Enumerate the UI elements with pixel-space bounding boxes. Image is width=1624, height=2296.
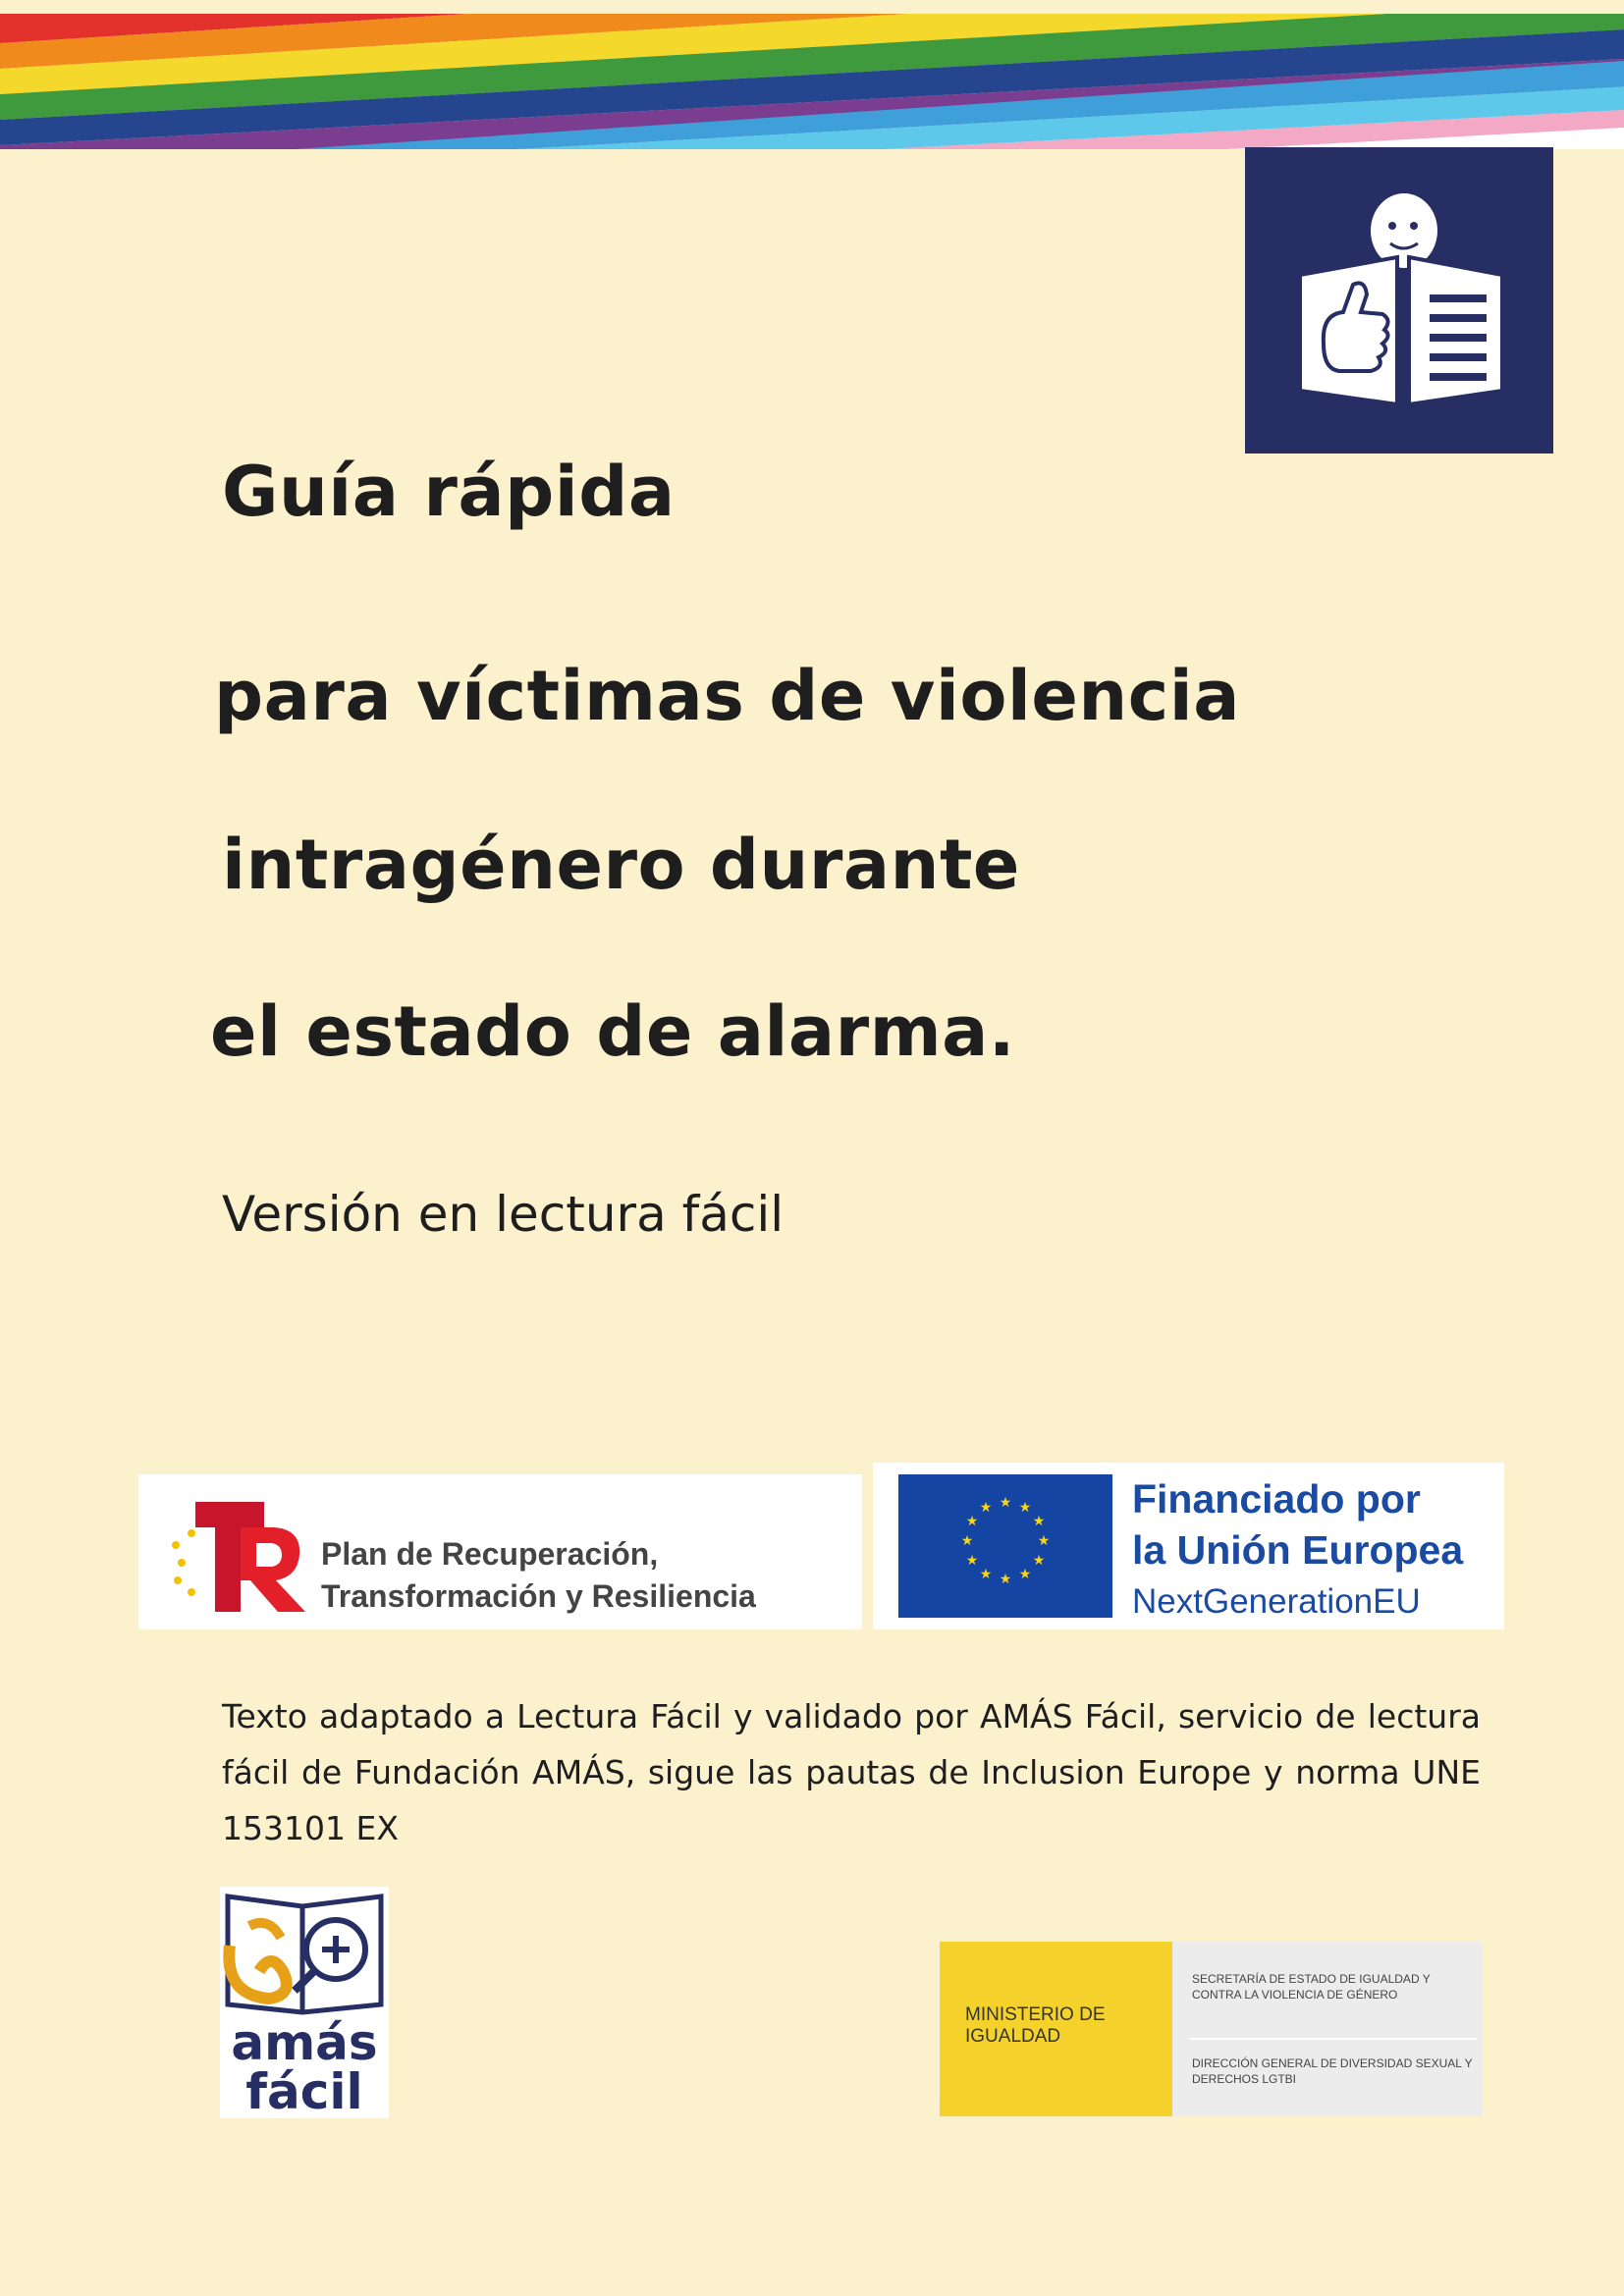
title-line-3: intragénero durante [222,825,1020,905]
svg-text:★: ★ [999,1572,1012,1587]
eu-flag-icon [898,1474,1112,1618]
svg-text:★: ★ [1037,1533,1051,1549]
amas-logo-line-2: fácil [245,2063,363,2118]
svg-text:★: ★ [965,1553,979,1569]
easy-read-logo [1245,147,1553,454]
eu-financed-by: Financiado por [1132,1476,1421,1522]
svg-text:★: ★ [960,1533,974,1549]
recovery-plan-logo [138,1474,862,1629]
svg-text:★: ★ [979,1567,993,1582]
svg-text:★: ★ [1032,1553,1046,1569]
eu-funding-logo [873,1463,1504,1629]
title-line-1: Guía rápida [222,452,676,532]
easy-read-person-reading-icon [1245,147,1553,454]
rainbow-banner [0,0,1624,149]
title-line-4: el estado de alarma. [210,991,1015,1072]
ministry-name: MINISTERIO DE IGUALDAD [965,2004,1106,2047]
svg-text:★: ★ [979,1500,993,1516]
amas-logo-line-1: amás [231,2014,378,2071]
title-line-2: para víctimas de violencia [214,656,1240,736]
svg-text:★: ★ [1032,1514,1046,1529]
ministry-equality-logo [940,1942,1482,2116]
recovery-plan-line-2: Transformación y Resiliencia [321,1578,756,1614]
ministry-directorate: DIRECCIÓN GENERAL DE DIVERSIDAD SEXUAL Y DERECHOS LGTBI [1192,2056,1473,2086]
svg-text:★: ★ [965,1514,979,1529]
svg-text:★: ★ [999,1495,1012,1511]
ministry-secretariat: SECRETARÍA DE ESTADO DE IGUALDAD Y CONTRA LA VIOLENCIA DE GÉNERO [1192,1972,1431,2002]
svg-text:★: ★ [1018,1500,1032,1516]
recovery-plan-line-1: Plan de Recuperación, [321,1536,659,1572]
tr-mark-icon [168,1494,315,1616]
amas-facil-logo [220,1887,389,2118]
ministry-divider [1190,2038,1477,2040]
svg-text:★: ★ [1018,1567,1032,1582]
eu-next-generation: NextGenerationEU [1132,1582,1421,1621]
eu-union-name: la Unión Europea [1132,1527,1464,1573]
recovery-plan-text [321,1533,756,1618]
subtitle: Versión en lectura fácil [222,1186,785,1243]
adaptation-credits: Texto adaptado a Lectura Fácil y validado por AMÁS Fácil, servicio de lectura fácil de Fundación AMÁS, sigue las pautas de Inclusion Europe y norma UNE 153101 EX [222,1697,1481,1847]
